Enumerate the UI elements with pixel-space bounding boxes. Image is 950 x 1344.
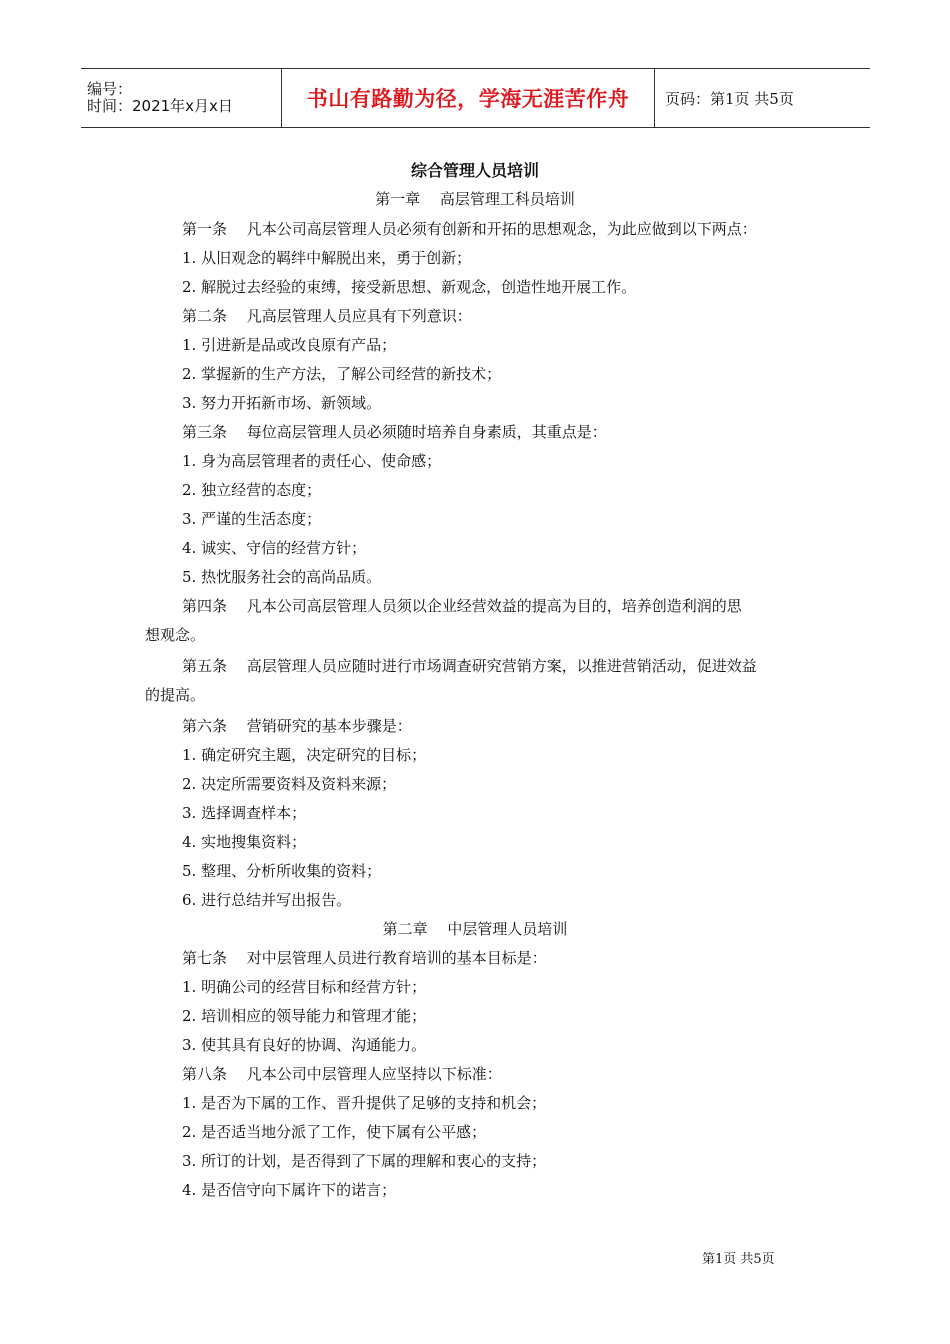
list-item: 2. 培训相应的领导能力和管理才能； [182,1007,427,1025]
list-item: 1. 确定研究主题，决定研究的目标； [182,746,427,764]
list-item: 4. 实地搜集资料； [182,833,307,851]
list-item: 5. 热忱服务社会的高尚品质。 [182,568,382,586]
article-7: 第七条 对中层管理人员进行教育培训的基本目标是： [182,949,547,967]
article-8: 第八条 凡本公司中层管理人应坚持以下标准： [182,1065,502,1083]
list-item: 1. 明确公司的经营目标和经营方针； [182,978,427,996]
chapter-heading-1: 第一章 高层管理工科员培训 [375,190,575,208]
article-4: 第四条 凡本公司高层管理人员须以企业经营效益的提高为目的，培养创造利润的思 [182,597,742,615]
list-item: 3. 努力开拓新市场、新领域。 [182,394,382,412]
article-2: 第二条 凡高层管理人员应具有下列意识： [182,307,472,325]
list-item: 2. 掌握新的生产方法，了解公司经营的新技术； [182,365,502,383]
list-item: 2. 决定所需要资料及资料来源； [182,775,397,793]
list-item: 3. 所订的计划，是否得到了下属的理解和衷心的支持； [182,1152,547,1170]
list-item: 4. 是否信守向下属许下的诺言； [182,1181,397,1199]
date-label: 时间：2021年x月x日 [87,97,233,115]
article-1: 第一条 凡本公司高层管理人员必须有创新和开拓的思想观念，为此应做到以下两点： [182,220,757,238]
motto-text: 书山有路勤为径，学海无涯苦作舟 [306,87,630,111]
list-item: 2. 解脱过去经验的束缚，接受新思想、新观念，创造性地开展工作。 [182,278,637,296]
list-item: 5. 整理、分析所收集的资料； [182,862,382,880]
page-footer: 第1页 共5页 [702,1252,775,1267]
header-motto-cell [281,69,655,127]
article-5: 第五条 高层管理人员应随时进行市场调查研究营销方案，以推进营销活动，促进效益 [182,657,757,675]
serial-number-label: 编号： [87,80,133,98]
article-5-continuation: 的提高。 [145,686,206,704]
list-item: 6. 进行总结并写出报告。 [182,891,352,909]
article-6: 第六条 营销研究的基本步骤是： [182,717,412,735]
list-item: 1. 引进新是品或改良原有产品； [182,336,397,354]
page-number-label: 页码：第1页 共5页 [665,89,794,108]
list-item: 3. 选择调查样本； [182,804,307,822]
article-3: 第三条 每位高层管理人员必须随时培养自身素质，其重点是： [182,423,607,441]
page-header [81,68,870,128]
list-item: 1. 身为高层管理者的责任心、使命感； [182,452,442,470]
list-item: 2. 独立经营的态度； [182,481,322,499]
header-meta [81,69,281,127]
header-page-cell [655,69,870,127]
list-item: 1. 是否为下属的工作、晋升提供了足够的支持和机会； [182,1094,547,1112]
list-item: 2. 是否适当地分派了工作，使下属有公平感； [182,1123,487,1141]
list-item: 4. 诚实、守信的经营方针； [182,539,367,557]
document-title: 综合管理人员培训 [410,161,539,180]
list-item: 3. 使其具有良好的协调、沟通能力。 [182,1036,427,1054]
list-item: 1. 从旧观念的羁绊中解脱出来，勇于创新； [182,249,472,267]
list-item: 3. 严谨的生活态度； [182,510,322,528]
chapter-heading-2: 第二章 中层管理人员培训 [382,920,568,938]
article-4-continuation: 想观念。 [145,626,206,644]
